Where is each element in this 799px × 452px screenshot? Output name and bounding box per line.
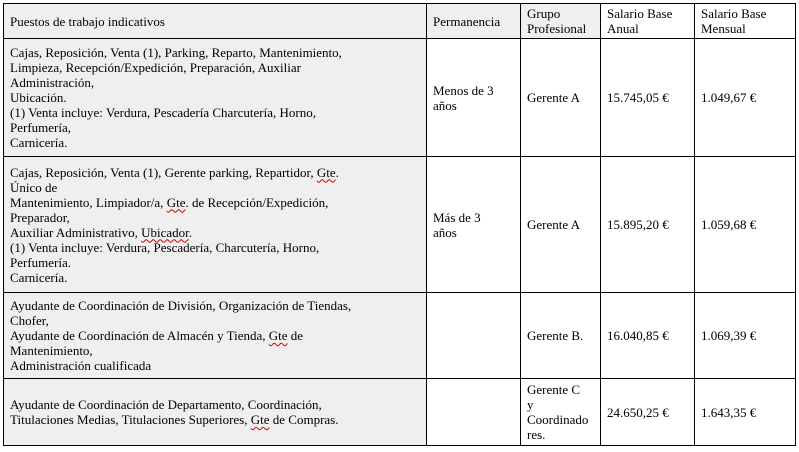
row-3-line-3: Ayudante de Coordinación de Almacén y Tienda, Gte de bbox=[10, 328, 304, 343]
row-1-line-6: Perfumería, bbox=[10, 120, 72, 135]
row-1-line-3: Administración, bbox=[10, 75, 95, 90]
row-3-mensual: 1.069,39 € bbox=[695, 293, 796, 379]
row-2-grupo: Gerente A bbox=[521, 157, 601, 293]
header-anual-line-2: Anual bbox=[607, 21, 639, 36]
row-2-line-3: Mantenimiento, Limpiador/a, Gte. de Recepción/Expedición, bbox=[10, 194, 329, 210]
row-1-line-5: (1) Venta incluye: Verdura, Pescadería Charcutería, Horno, bbox=[10, 105, 316, 120]
row-1-line-7: Carnicería. bbox=[10, 135, 68, 150]
row-2-line-7: Perfumería. bbox=[10, 254, 72, 270]
header-mensual-line-1: Salario Base bbox=[701, 6, 767, 21]
row-1-grupo: Gerente A bbox=[521, 39, 601, 157]
header-grupo-line-2: Profesional bbox=[527, 21, 587, 36]
header-mensual bbox=[695, 4, 796, 39]
row-1-line-2: Limpieza, Recepción/Expedición, Preparación, Auxiliar bbox=[10, 60, 301, 75]
row-2-permanencia-line-1: Más de 3 bbox=[433, 209, 481, 225]
row-2-line-8: Carnicería. bbox=[10, 269, 68, 285]
row-4-line-2: Titulaciones Medias, Titulaciones Superiores, Gte de Compras. bbox=[10, 412, 339, 427]
row-3-puestos bbox=[4, 293, 427, 379]
header-anual bbox=[601, 4, 695, 39]
header-puestos-label: Puestos de trabajo indicativos bbox=[10, 14, 165, 29]
row-1-permanencia-line-2: años bbox=[433, 97, 457, 113]
row-1-permanencia-line-1: Menos de 3 bbox=[433, 82, 494, 98]
table-row bbox=[4, 293, 796, 379]
header-grupo-line-1: Grupo bbox=[527, 6, 561, 21]
row-4-grupo-line-3: Coordinado bbox=[527, 412, 589, 427]
row-4-line-1: Ayudante de Coordinación de Departamento, Coordinación, bbox=[10, 397, 322, 412]
table-row bbox=[4, 157, 796, 293]
header-grupo bbox=[521, 4, 601, 39]
row-2-puestos bbox=[4, 157, 427, 293]
table-row bbox=[4, 379, 796, 446]
row-3-line-4: Mantenimiento, bbox=[10, 343, 93, 358]
row-3-anual: 16.040,85 € bbox=[601, 293, 695, 379]
row-2-line-6: (1) Venta incluye: Verdura, Pescadería, Charcutería, Horno, bbox=[10, 239, 320, 255]
row-2-line-2: Único de bbox=[10, 179, 58, 195]
row-1-line-4: Ubicación. bbox=[10, 90, 67, 105]
row-1-permanencia bbox=[427, 39, 521, 157]
row-3-line-2: Chofer, bbox=[10, 313, 49, 328]
row-4-grupo bbox=[521, 379, 601, 446]
row-1-anual: 15.745,05 € bbox=[601, 39, 695, 157]
row-2-line-1: Cajas, Reposición, Venta (1), Gerente parking, Repartidor, Gte. bbox=[10, 164, 339, 180]
header-permanencia bbox=[427, 4, 521, 39]
row-1-mensual: 1.049,67 € bbox=[695, 39, 796, 157]
row-4-puestos bbox=[4, 379, 427, 446]
header-puestos bbox=[4, 4, 427, 39]
row-4-grupo-line-2: y bbox=[527, 397, 534, 412]
table-row bbox=[4, 39, 796, 157]
header-mensual-line-2: Mensual bbox=[701, 21, 746, 36]
row-4-grupo-line-1: Gerente C bbox=[527, 382, 581, 397]
row-3-line-1: Ayudante de Coordinación de División, Organización de Tiendas, bbox=[10, 298, 352, 313]
row-2-anual: 15.895,20 € bbox=[601, 157, 695, 293]
row-4-permanencia bbox=[427, 379, 521, 446]
header-permanencia-label: Permanencia bbox=[433, 14, 501, 29]
row-3-permanencia bbox=[427, 293, 521, 379]
row-2-permanencia bbox=[427, 157, 521, 293]
row-2-line-5: Auxiliar Administrativo, Ubicador. bbox=[10, 224, 192, 240]
row-2-line-4: Preparador, bbox=[10, 209, 70, 225]
row-1-line-1: Cajas, Reposición, Venta (1), Parking, Reparto, Mantenimiento, bbox=[10, 45, 342, 60]
row-3-grupo: Gerente B. bbox=[521, 293, 601, 379]
header-anual-line-1: Salario Base bbox=[607, 6, 673, 21]
row-2-permanencia-line-2: años bbox=[433, 224, 457, 240]
row-2-mensual: 1.059,68 € bbox=[695, 157, 796, 293]
row-3-line-5: Administración cualificada bbox=[10, 358, 152, 373]
row-4-anual: 24.650,25 € bbox=[601, 379, 695, 446]
row-4-grupo-line-4: res. bbox=[527, 427, 546, 442]
row-4-mensual: 1.643,35 € bbox=[695, 379, 796, 446]
table-header-row bbox=[4, 4, 796, 39]
salary-table bbox=[3, 3, 796, 446]
row-1-puestos bbox=[4, 39, 427, 157]
